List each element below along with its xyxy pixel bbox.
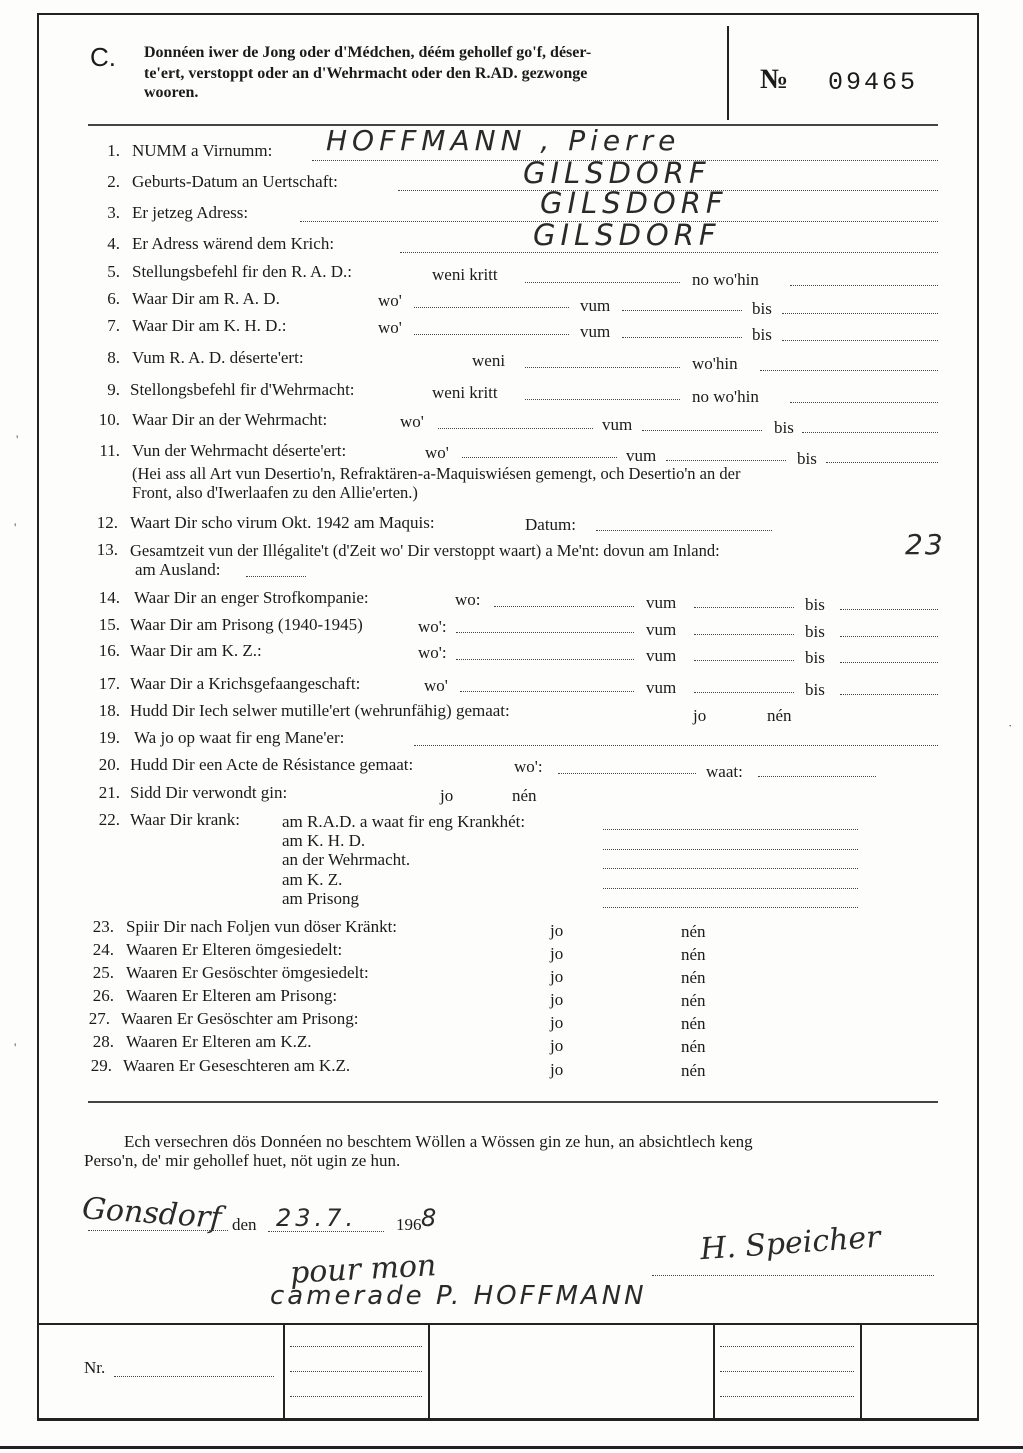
item-8-when: weni bbox=[472, 351, 506, 370]
item-11-where: wo' bbox=[425, 443, 449, 462]
signer-signature: H. Speicher bbox=[698, 1219, 882, 1268]
header-text-line1: Donnéen iwer de Jong oder d'Médchen, déém gehollef go'f, déser- bbox=[144, 44, 592, 61]
item-4-label: Er Adress wärend dem Krich: bbox=[132, 234, 335, 253]
item-24-label: Waaren Er Elteren ömgesiedelt: bbox=[126, 940, 343, 959]
item-13-inland-value: 23 bbox=[905, 528, 945, 561]
signature-note-line2: camerade P. HOFFMANN bbox=[270, 1281, 647, 1311]
item-6-where: wo' bbox=[378, 291, 402, 310]
footer-c4-line2 bbox=[720, 1371, 854, 1372]
scan-speck: · bbox=[1008, 718, 1013, 733]
item-16-to: bis bbox=[805, 648, 825, 667]
item-22-prisong: am Prisong bbox=[282, 889, 359, 908]
item-15-to-line bbox=[840, 636, 938, 637]
item-6-from: vum bbox=[580, 296, 611, 315]
item-2-birthplace-value: GILSDORF bbox=[523, 156, 711, 190]
item-3-label: Er jetzeg Adress: bbox=[132, 203, 249, 222]
signature-den-label: den bbox=[232, 1215, 257, 1234]
item-2-label: Geburts-Datum an Uertschaft: bbox=[132, 172, 338, 191]
item-15-from: vum bbox=[646, 620, 677, 639]
item-11-where-line bbox=[462, 457, 617, 458]
item-1-name-value: HOFFMANN , Pierre bbox=[326, 124, 681, 157]
item-27-number: 27. bbox=[88, 1009, 110, 1028]
item-21-yes: jo bbox=[440, 786, 454, 805]
item-23-label: Spiir Dir nach Foljen vun döser Kränkt: bbox=[126, 917, 398, 936]
footer-nr-label: Nr. bbox=[84, 1358, 106, 1377]
item-22-khd: am K. H. D. bbox=[282, 831, 366, 850]
item-16-where: wo': bbox=[418, 643, 447, 662]
frame-right bbox=[977, 13, 979, 1421]
item-13-label: Gesamtzeit vun der Illégalite't (d'Zeit wo' Dir verstoppt waart) a Me'nt: dovun am Inland: bbox=[130, 541, 720, 560]
signature-date: 23.7. bbox=[276, 1204, 358, 1232]
item-16-label: Waar Dir am K. Z.: bbox=[130, 641, 262, 660]
footer-col-4 bbox=[860, 1323, 862, 1420]
item-27-no: nén bbox=[681, 1014, 706, 1033]
item-27-label: Waaren Er Gesöschter am Prisong: bbox=[121, 1009, 359, 1028]
item-10-to: bis bbox=[774, 418, 794, 437]
item-24-number: 24. bbox=[92, 940, 114, 959]
item-10-number: 10. bbox=[98, 410, 120, 429]
item-10-from-line bbox=[642, 430, 762, 431]
item-26-yes: jo bbox=[550, 990, 564, 1009]
frame-left bbox=[37, 13, 39, 1421]
item-11-note-line1: (Hei ass all Art vun Desertio'n, Refraktären-a-Maquiswiésen gemengt, och Desertio'n an der bbox=[132, 464, 741, 483]
item-7-where-line bbox=[414, 334, 569, 335]
item-13-abroad-label: am Ausland: bbox=[135, 560, 221, 579]
item-29-number: 29. bbox=[90, 1056, 112, 1075]
item-23-number: 23. bbox=[92, 917, 114, 936]
item-24-yes: jo bbox=[550, 944, 564, 963]
item-13-abroad-line bbox=[246, 576, 306, 577]
item-5-where-line bbox=[790, 285, 938, 286]
header-text-line2: te'ert, verstoppt oder an d'Wehrmacht oder den R.AD. gezwonge bbox=[144, 65, 588, 82]
item-22-khd-line bbox=[603, 849, 858, 850]
item-11-label: Vun der Wehrmacht déserte'ert: bbox=[132, 441, 347, 460]
item-21-number: 21. bbox=[98, 783, 120, 802]
item-14-from: vum bbox=[646, 593, 677, 612]
item-22-wehrmacht-line bbox=[603, 868, 858, 869]
item-10-from: vum bbox=[602, 415, 633, 434]
item-15-where: wo': bbox=[418, 617, 447, 636]
item-5-when: weni kritt bbox=[432, 265, 498, 284]
item-25-yes: jo bbox=[550, 967, 564, 986]
item-4-line bbox=[400, 252, 938, 253]
item-22-rad-line bbox=[603, 829, 858, 830]
item-25-number: 25. bbox=[92, 963, 114, 982]
scan-speck: ' bbox=[16, 432, 19, 447]
item-25-no: nén bbox=[681, 968, 706, 987]
item-16-number: 16. bbox=[98, 641, 120, 660]
footer-col-3 bbox=[713, 1323, 715, 1420]
item-18-label: Hudd Dir Iech selwer mutille'ert (wehrunfähig) gemaat: bbox=[130, 701, 510, 720]
item-17-from-line bbox=[694, 692, 794, 693]
item-2-number: 2. bbox=[107, 172, 120, 191]
item-12-date: Datum: bbox=[525, 515, 576, 534]
signature-note-line1: pour mon bbox=[289, 1248, 438, 1291]
item-22-kz-line bbox=[603, 888, 858, 889]
item-6-where-line bbox=[414, 307, 569, 308]
item-7-where: wo' bbox=[378, 318, 402, 337]
footer-rule bbox=[38, 1323, 978, 1325]
item-20-number: 20. bbox=[98, 755, 120, 774]
item-29-label: Waaren Er Geseschteren am K.Z. bbox=[123, 1056, 351, 1075]
item-22-prisong-line bbox=[603, 907, 858, 908]
item-14-number: 14. bbox=[98, 588, 120, 607]
footer-nr-line bbox=[114, 1376, 274, 1377]
item-21-no: nén bbox=[512, 786, 537, 805]
item-20-what: waat: bbox=[706, 762, 743, 781]
header-divider bbox=[727, 26, 729, 120]
item-17-number: 17. bbox=[98, 674, 120, 693]
item-17-where-line bbox=[460, 691, 634, 692]
item-10-label: Waar Dir an der Wehrmacht: bbox=[132, 410, 328, 429]
item-23-no: nén bbox=[681, 922, 706, 941]
item-6-label: Waar Dir am R. A. D. bbox=[132, 289, 280, 308]
item-20-where-line bbox=[558, 773, 696, 774]
item-11-to-line bbox=[826, 462, 938, 463]
page-bottom-edge bbox=[0, 1446, 1023, 1449]
item-5-label: Stellungsbefehl fir den R. A. D.: bbox=[132, 262, 353, 281]
item-11-note-line2: Front, also d'Iwerlaafen zu den Allie'erten.) bbox=[132, 483, 418, 502]
signature-year-suffix: 8 bbox=[421, 1204, 437, 1232]
footer-col-2 bbox=[428, 1323, 430, 1420]
declaration-line1: Ech versechren dös Donnéen no beschtem Wöllen a Wössen gin ze hun, an absichtlech keng bbox=[124, 1132, 753, 1151]
item-29-no: nén bbox=[681, 1061, 706, 1080]
item-7-label: Waar Dir am K. H. D.: bbox=[132, 316, 287, 335]
item-8-when-line bbox=[525, 367, 680, 368]
item-6-number: 6. bbox=[107, 289, 120, 308]
item-11-number: 11. bbox=[99, 441, 120, 460]
item-14-where-line bbox=[494, 606, 634, 607]
signature-date-line bbox=[268, 1231, 384, 1232]
item-22-kz: am K. Z. bbox=[282, 870, 343, 889]
item-9-when-line bbox=[525, 399, 680, 400]
scan-speck: ' bbox=[14, 520, 17, 535]
item-10-where: wo' bbox=[400, 412, 424, 431]
item-22-wehrmacht: an der Wehrmacht. bbox=[282, 850, 411, 869]
item-4-war-address-value: GILSDORF bbox=[533, 218, 721, 252]
item-14-from-line bbox=[694, 607, 794, 608]
item-28-yes: jo bbox=[550, 1036, 564, 1055]
item-11-from-line bbox=[666, 460, 786, 461]
item-28-no: nén bbox=[681, 1037, 706, 1056]
item-23-yes: jo bbox=[550, 921, 564, 940]
item-7-to-line bbox=[782, 340, 938, 341]
item-16-from-line bbox=[694, 660, 794, 661]
item-28-number: 28. bbox=[92, 1032, 114, 1051]
item-1-number: 1. bbox=[107, 141, 120, 160]
item-3-address-value: GILSDORF bbox=[540, 186, 728, 220]
item-7-to: bis bbox=[752, 325, 772, 344]
item-17-to-line bbox=[840, 694, 938, 695]
signature-place-line bbox=[88, 1230, 228, 1231]
item-6-to: bis bbox=[752, 299, 772, 318]
item-17-to: bis bbox=[805, 680, 825, 699]
item-26-no: nén bbox=[681, 991, 706, 1010]
item-14-to-line bbox=[840, 609, 938, 610]
item-22-label: Waar Dir krank: bbox=[130, 810, 241, 829]
item-26-label: Waaren Er Elteren am Prisong: bbox=[126, 986, 338, 1005]
item-22-number: 22. bbox=[98, 810, 120, 829]
item-17-label: Waar Dir a Krichsgefaangeschaft: bbox=[130, 674, 361, 693]
item-15-from-line bbox=[694, 634, 794, 635]
item-28-label: Waaren Er Elteren am K.Z. bbox=[126, 1032, 312, 1051]
item-8-label: Vum R. A. D. déserte'ert: bbox=[132, 348, 304, 367]
item-12-number: 12. bbox=[96, 513, 118, 532]
item-7-from-line bbox=[622, 337, 742, 338]
form-letter: C. bbox=[90, 42, 116, 72]
item-20-what-line bbox=[758, 776, 876, 777]
item-14-to: bis bbox=[805, 595, 825, 614]
item-8-number: 8. bbox=[107, 348, 120, 367]
item-14-where: wo: bbox=[455, 590, 481, 609]
form-number: 09465 bbox=[828, 68, 919, 97]
item-10-to-line bbox=[802, 432, 938, 433]
item-25-label: Waaren Er Gesöschter ömgesiedelt: bbox=[126, 963, 369, 982]
item-26-number: 26. bbox=[92, 986, 114, 1005]
footer-c2-line1 bbox=[290, 1346, 422, 1347]
signer-line bbox=[652, 1275, 934, 1276]
item-20-label: Hudd Dir een Acte de Résistance gemaat: bbox=[130, 755, 414, 774]
item-7-number: 7. bbox=[107, 316, 120, 335]
item-18-no: nén bbox=[767, 706, 792, 725]
item-8-where: wo'hin bbox=[692, 354, 738, 373]
item-27-yes: jo bbox=[550, 1013, 564, 1032]
item-18-number: 18. bbox=[98, 701, 120, 720]
declaration-line2: Perso'n, de' mir gehollef huet, nöt ugin ze hun. bbox=[84, 1151, 401, 1170]
item-13-number: 13. bbox=[96, 540, 118, 559]
item-9-when: weni kritt bbox=[432, 383, 498, 402]
item-15-where-line bbox=[456, 632, 634, 633]
footer-c4-line3 bbox=[720, 1396, 854, 1397]
footer-c2-line2 bbox=[290, 1371, 422, 1372]
item-9-label: Stellongsbefehl fir d'Wehrmacht: bbox=[130, 380, 355, 399]
item-20-where: wo': bbox=[514, 757, 543, 776]
item-18-yes: jo bbox=[693, 706, 707, 725]
item-19-line bbox=[414, 745, 938, 746]
item-16-from: vum bbox=[646, 646, 677, 665]
item-11-to: bis bbox=[797, 449, 817, 468]
declaration-separator bbox=[88, 1101, 938, 1103]
item-22-rad: am R.A.D. a waat fir eng Krankhét: bbox=[282, 812, 526, 831]
signature-place: Gonsdorf bbox=[80, 1191, 223, 1236]
item-29-yes: jo bbox=[550, 1060, 564, 1079]
item-15-number: 15. bbox=[98, 615, 120, 634]
item-19-number: 19. bbox=[98, 728, 120, 747]
item-16-to-line bbox=[840, 662, 938, 663]
item-16-where-line bbox=[456, 659, 634, 660]
item-6-to-line bbox=[782, 313, 938, 314]
number-symbol: № bbox=[760, 64, 789, 95]
item-17-from: vum bbox=[646, 678, 677, 697]
header-text-line3: wooren. bbox=[144, 84, 199, 101]
item-14-label: Waar Dir an enger Strofkompanie: bbox=[134, 588, 369, 607]
frame-top bbox=[38, 13, 978, 15]
item-8-where-line bbox=[760, 370, 938, 371]
signature-year: 196 bbox=[396, 1215, 422, 1234]
item-9-where-line bbox=[790, 402, 938, 403]
item-24-no: nén bbox=[681, 945, 706, 964]
item-12-label: Waart Dir scho virum Okt. 1942 am Maquis: bbox=[130, 513, 435, 532]
footer-c4-line1 bbox=[720, 1346, 854, 1347]
item-4-number: 4. bbox=[107, 234, 120, 253]
item-3-number: 3. bbox=[107, 203, 120, 222]
item-15-label: Waar Dir am Prisong (1940-1945) bbox=[130, 615, 363, 634]
item-9-where: no wo'hin bbox=[692, 387, 759, 406]
frame-bottom bbox=[38, 1418, 978, 1421]
item-10-where-line bbox=[438, 428, 593, 429]
item-9-number: 9. bbox=[107, 380, 120, 399]
item-15-to: bis bbox=[805, 622, 825, 641]
footer-col-1 bbox=[283, 1323, 285, 1420]
item-5-where: no wo'hin bbox=[692, 270, 759, 289]
item-1-label: NUMM a Virnumm: bbox=[132, 141, 273, 160]
item-11-from: vum bbox=[626, 446, 657, 465]
item-21-label: Sidd Dir verwondt gin: bbox=[130, 783, 288, 802]
footer-c2-line3 bbox=[290, 1396, 422, 1397]
scan-speck: ' bbox=[14, 1040, 17, 1055]
item-7-from: vum bbox=[580, 322, 611, 341]
item-6-from-line bbox=[622, 310, 742, 311]
item-5-when-line bbox=[525, 282, 680, 283]
item-19-label: Wa jo op waat fir eng Mane'er: bbox=[134, 728, 345, 747]
item-17-where: wo' bbox=[424, 676, 448, 695]
item-12-date-line bbox=[596, 530, 772, 531]
item-5-number: 5. bbox=[107, 262, 120, 281]
